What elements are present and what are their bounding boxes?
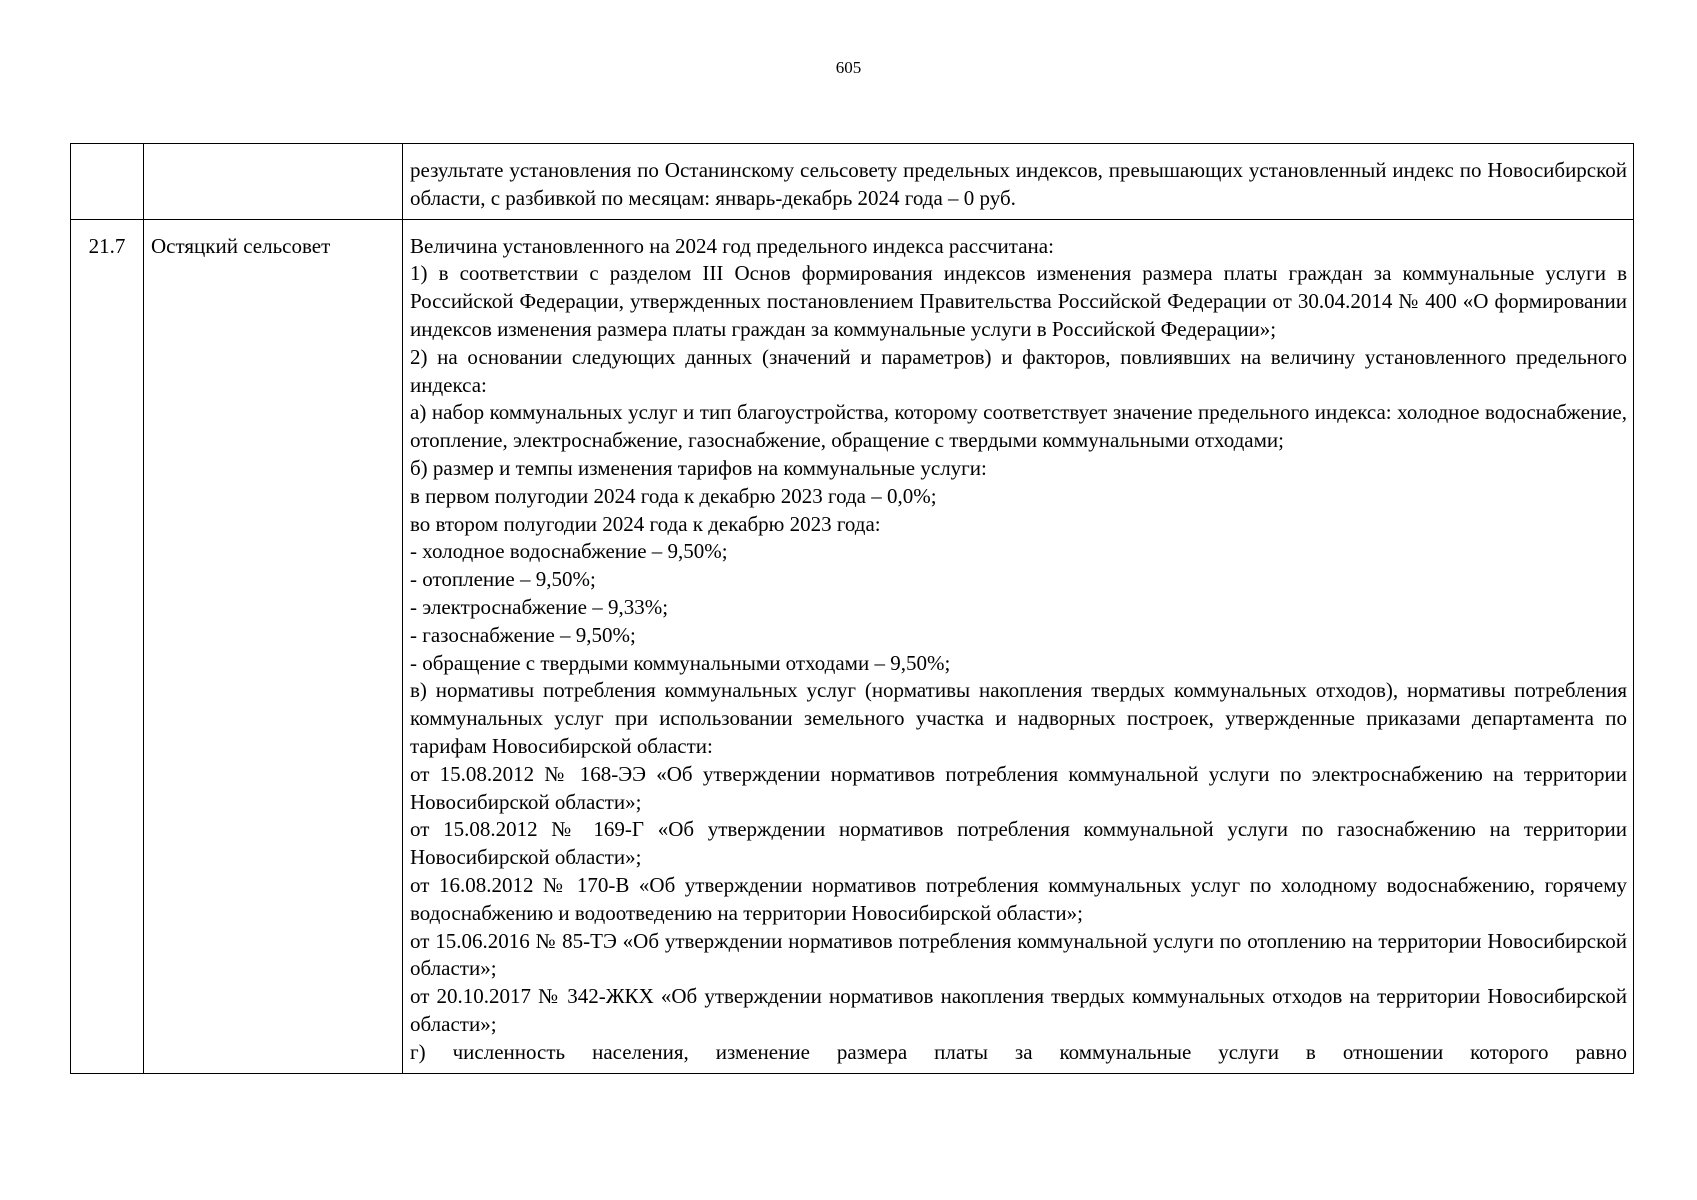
index-table [70,143,1634,1074]
paragraph: - отопление – 9,50%; [410,567,596,592]
paragraph: от 15.08.2012 № 169-Г «Об утверждении нормативов потребления коммунальной услуги по газоснабжению на территории Новосибирской области»; [410,817,1627,870]
paragraph: от 16.08.2012 № 170-В «Об утверждении нормативов потребления коммунальных услуг по холодному водоснабжению, горячему водоснабжению и водоотведению на территории Новосибирской области»; [410,872,1627,925]
paragraph: б) размер и темпы изменения тарифов на коммунальные услуги: [410,455,987,480]
description-cell [403,219,1634,1073]
page-number: 605 [835,58,862,77]
paragraph: 1) в соответствии с разделом III Основ формирования индексов изменения размера платы граждан за коммунальные услуги в Российской Федерации, утвержденных постановлением Правительства Российской Федерации от 30.04.2014 № 400 «О формировании индексов изменения размера платы граждан за коммунальные услуги в Российской Федерации»; [410,261,1627,341]
paragraph: в) нормативы потребления коммунальных услуг (нормативы накопления твердых коммунальных отходов), нормативы потребления коммунальных услуг при использовании земельного участка и надворных построек, утвержденные приказами департамента по тарифам Новосибирской области: [410,678,1627,758]
paragraph: от 15.08.2012 № 168-ЭЭ «Об утверждении нормативов потребления коммунальной услуги по электроснабжению на территории Новосибирской области»; [410,761,1627,814]
paragraph: г) численность населения, изменение размера платы за коммунальные услуги в отношении которого равно [410,1039,1627,1064]
paragraph: в первом полугодии 2024 года к декабрю 2023 года – 0,0%; [410,483,937,508]
paragraph: от 20.10.2017 № 342-ЖКХ «Об утверждении нормативов накопления твердых коммунальных отходов на территории Новосибирской области»; [410,984,1627,1036]
paragraph: от 15.06.2016 № 85-ТЭ «Об утверждении нормативов потребления коммунальной услуги по отоплению на территории Новосибирской области»; [410,928,1627,981]
row-number-cell [71,144,144,220]
paragraph: - газоснабжение – 9,50%; [410,622,636,647]
paragraph: результате установления по Останинскому сельсовету предельных индексов, превышающих установленный индекс по Новосибирской области, с разбивкой по месяцам: январь-декабрь 2024 года – 0 руб. [410,158,1627,210]
paragraph: Величина установленного на 2024 год предельного индекса рассчитана: [410,233,1054,258]
paragraph: 2) на основании следующих данных (значений и параметров) и факторов, повлиявших на величину установленного предельного индекса: [410,344,1627,397]
table-row [71,144,1634,220]
paragraph: во втором полугодии 2024 года к декабрю 2023 года: [410,511,881,536]
row-number-cell: 21.7 [71,219,144,1073]
paragraph: - электроснабжение – 9,33%; [410,594,669,619]
table-row [71,219,1634,1073]
description-cell [403,144,1634,220]
paragraph: а) набор коммунальных услуг и тип благоустройства, которому соответствует значение предельного индекса: холодное водоснабжение, отопление, электроснабжение, газоснабжение, обращение с твердыми коммунальными отходами; [410,400,1627,453]
municipality-name-cell: Остяцкий сельсовет [144,219,403,1073]
municipality-name-cell [144,144,403,220]
paragraph: - холодное водоснабжение – 9,50%; [410,539,728,564]
paragraph: - обращение с твердыми коммунальными отходами – 9,50%; [410,650,951,675]
